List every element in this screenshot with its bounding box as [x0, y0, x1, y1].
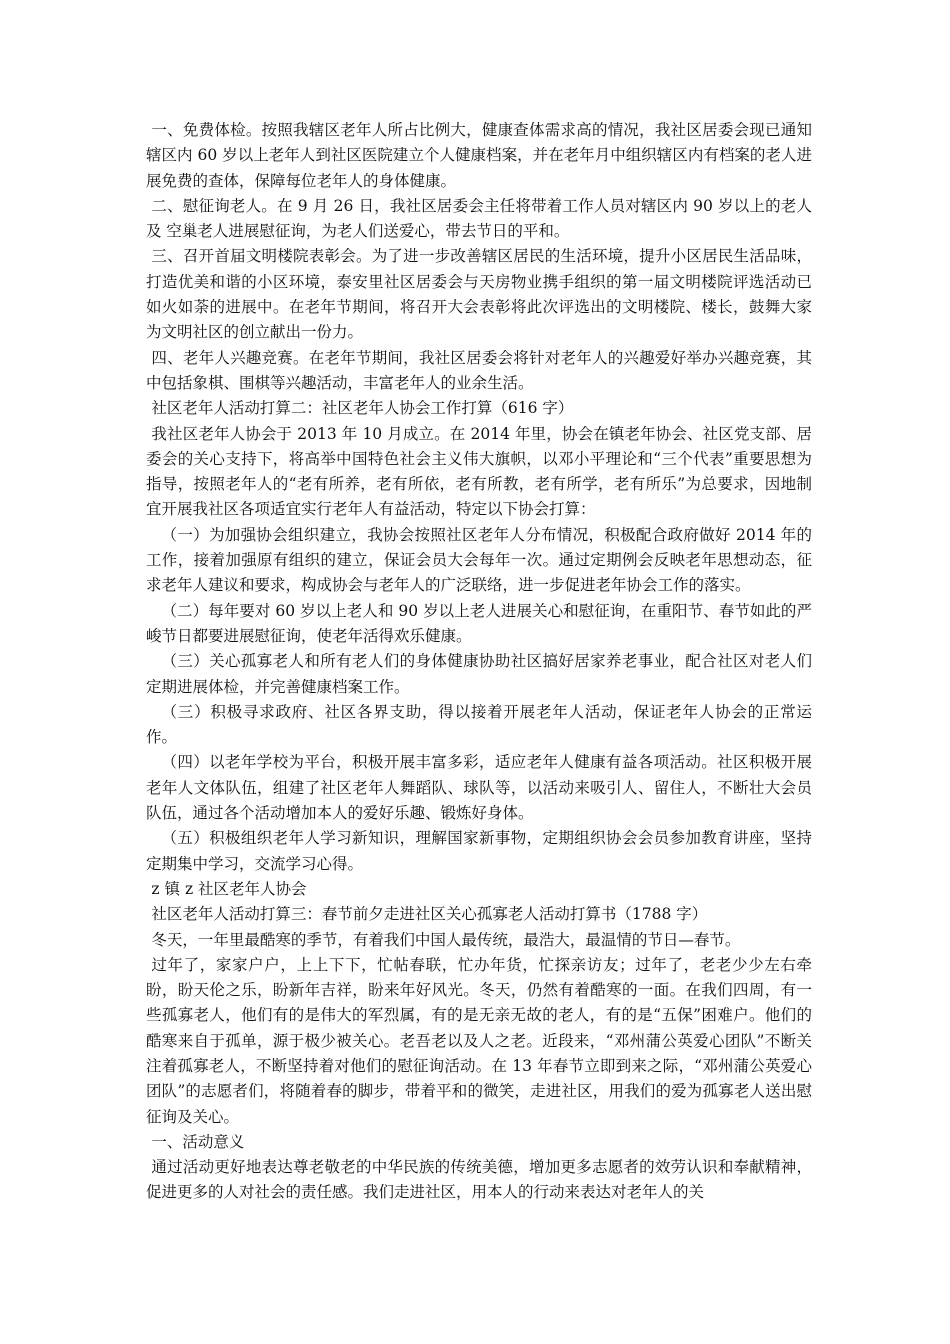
paragraph-free-checkup: 一、免费体检。按照我辖区老年人所占比例大，健康查体需求高的情况，我社区居委会现已通知辖区内 60 岁以上老年人到社区医院建立个人健康档案，并在老年月中组织辖区内有档案的老人进展免费的查体，保障每位老年人的身体健康。: [146, 121, 812, 190]
paragraph-item-five: （五）积极组织老年人学习新知识，理解国家新事物，定期组织协会会员参加教育讲座，坚持定期集中学习，交流学习心得。: [146, 829, 812, 873]
paragraph-item-four: （四）以老年学校为平台，积极开展丰富多彩，适应老年人健康有益各项活动。社区积极开展老年人文体队伍，组建了社区老年人舞蹈队、球队等，以活动来吸引人、留住人，不断壮大会员队伍，通过各个活动增加本人的爱好乐趣、锻炼好身体。: [146, 753, 812, 823]
paragraph-new-year: 过年了，家家户户，上上下下，忙帖春联，忙办年货，忙探亲访友；过年了，老老少少左右牵盼，盼天伦之乐，盼新年吉祥，盼来年好风光。冬天，仍然有着酷寒的一面。在我们四周，有一些孤寡老人，他们有的是伟大的军烈属，有的是无亲无故的老人，有的是“五保”困难户。他们的酷寒来自于孤单，源于极少被关心。老吾老以及人之老。近段来，“邓州蒲公英爱心团队”不断关注着孤寡老人，不断坚持着对他们的慰征询活动。在 13 年春节立即到来之际，“邓州蒲公英爱心团队”的志愿者们，将随着春的脚步，带着平和的微笑，走进社区，用我们的爱为孤寡老人送出慰征询及关心。: [146, 955, 812, 1126]
signature-association: z 镇 z 社区老年人协会: [151, 879, 307, 898]
paragraph-item-two: （二）每年要对 60 岁以上老人和 90 岁以上老人进展关心和慰征询，在重阳节、春节如此的严峻节日都要进展慰征询，使老年活得欢乐健康。: [146, 601, 812, 645]
paragraph-item-three-b: （三）积极寻求政府、社区各界支助，得以接着开展老年人活动，保证老年人协会的正常运作。: [146, 702, 812, 747]
paragraph-hobby-contest: 四、老年人兴趣竞赛。在老年节期间，我社区居委会将针对老年人的兴趣爱好举办兴趣竞赛，其中包括象棋、围棋等兴趣活动，丰富老年人的业余生活。: [146, 348, 812, 392]
section-heading-activity-meaning: 一、活动意义: [151, 1132, 245, 1151]
paragraph-association-intro: 我社区老年人协会于 2013 年 10 月成立。在 2014 年里，协会在镇老年协会、社区党支部、居委会的关心支持下，将高举中国特色社会主义伟大旗帜，以邓小平理论和“三个代表”重要思想为指导，按照老年人的“老有所养，老有所依，老有所教，老有所学，老有所乐”为总要求，因地制宜开展我社区各项适宜实行老年人有益活动，特定以下协会打算：: [146, 424, 812, 519]
paragraph-activity-meaning: 通过活动更好地表达尊老敬老的中华民族的传统美德，增加更多志愿者的效劳认识和奉献精神，促进更多的人对社会的责任感。我们走进社区，用本人的行动来表达对老年人的关: [146, 1158, 812, 1202]
paragraph-item-one: （一）为加强协会组织建立，我协会按照社区老年人分布情况，积极配合政府做好 2014 年的工作，接着加强原有组织的建立，保证会员大会每年一次。通过定期例会反映老年思想动态，征求老年人建议和要求，构成协会与老年人的广泛联络，进一步促进老年协会工作的落实。: [146, 525, 812, 595]
section-heading-plan-three: 社区老年人活动打算三：春节前夕走进社区关心孤寡老人活动打算书（1788 字）: [151, 905, 708, 924]
document-body: [146, 118, 812, 1206]
section-heading-plan-two: 社区老年人活动打算二：社区老年人协会工作打算（616 字）: [151, 399, 574, 418]
paragraph-item-three-a: （三）关心孤寡老人和所有老人们的身体健康协助社区搞好居家养老事业，配合社区对老人们定期进展体检，并完善健康档案工作。: [146, 652, 812, 696]
paragraph-visit-elderly: 二、慰征询老人。在 9 月 26 日，我社区居委会主任将带着工作人员对辖区内 90 岁以上的老人及 空巢老人进展慰征询，为老人们送爱心，带去节日的平和。: [146, 196, 812, 241]
paragraph-civilized-building: 三、召开首届文明楼院表彰会。为了进一步改善辖区居民的生活环境，提升小区居民生活品味，打造优美和谐的小区环境，泰安里社区居委会与天房物业携手组织的第一届文明楼院评选活动已如火如荼的进展中。在老年节期间，将召开大会表彰将此次评选出的文明楼院、楼长，鼓舞大家为文明社区的创立献出一份力。: [146, 247, 812, 342]
paragraph-winter-festival: 冬天，一年里最酷寒的季节，有着我们中国人最传统，最浩大，最温情的节日—春节。: [151, 930, 741, 949]
